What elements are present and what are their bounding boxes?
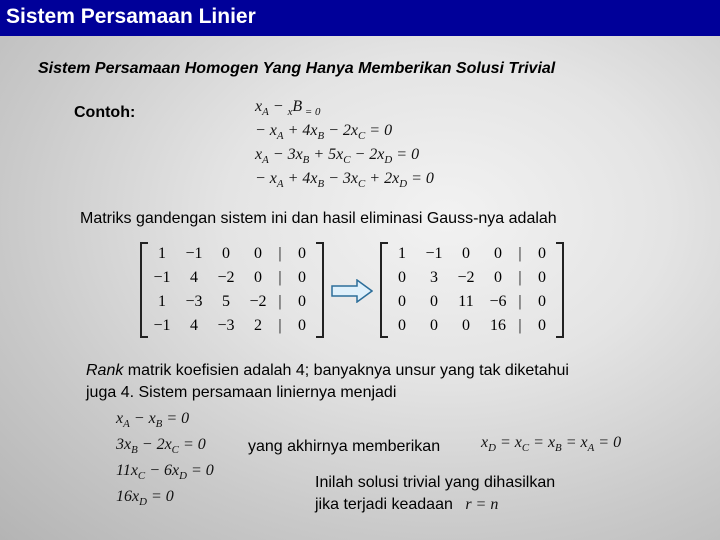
- matrix-cell: 0: [538, 269, 546, 286]
- example-label: Contoh:: [74, 104, 136, 121]
- trivial-line2: jika terjadi keadaan: [315, 496, 453, 513]
- slide-subtitle: Sistem Persamaan Homogen Yang Hanya Memberikan Solusi Trivial: [38, 60, 556, 77]
- reduced-equation: $3x_B - 2x_C = 0$: [116, 436, 206, 456]
- matrix-description: Matriks gandengan sistem ini dan hasil eliminasi Gauss-nya adalah: [80, 210, 557, 227]
- matrix-cell: 0: [254, 269, 262, 286]
- matrix-cell: −3: [185, 293, 203, 310]
- matrix-cell: 0: [538, 293, 546, 310]
- matrix-row: [386, 290, 558, 314]
- matrix-row: [146, 290, 318, 314]
- matrix-cell: −2: [457, 269, 475, 286]
- arrow-icon: [331, 279, 373, 308]
- matrix-row: [386, 242, 558, 266]
- matrix-cell: 0: [398, 317, 406, 334]
- augment-separator: |: [518, 293, 522, 310]
- matrix-cell: 0: [298, 317, 306, 334]
- matrix-cell: 4: [190, 317, 198, 334]
- matrix-cell: 4: [190, 269, 198, 286]
- matrix-cell: 5: [222, 293, 230, 310]
- matrix-row: [386, 314, 558, 338]
- matrix-cell: 16: [490, 317, 506, 334]
- rank-word: Rank: [86, 362, 124, 379]
- slide-title: Sistem Persamaan Linier: [6, 5, 256, 28]
- augment-separator: |: [518, 317, 522, 334]
- matrix-cell: 0: [538, 317, 546, 334]
- augment-separator: |: [518, 269, 522, 286]
- matrix-cell: −2: [217, 269, 235, 286]
- system-equation: $x_A - 3x_B + 5x_C - 2x_D = 0$: [255, 146, 420, 166]
- rank-line2: juga 4. Sistem persamaan liniernya menjadi: [86, 384, 397, 401]
- matrix-cell: −3: [217, 317, 235, 334]
- trivial-line1: Inilah solusi trivial yang dihasilkan: [315, 474, 556, 491]
- matrix-cell: −2: [249, 293, 267, 310]
- augment-separator: |: [278, 269, 282, 286]
- system-equation: − $x_A + 4x_B - 2x_C = 0$: [255, 122, 393, 142]
- matrix-row: [146, 314, 318, 338]
- matrix-cell: 0: [430, 317, 438, 334]
- matrix-cell: 0: [398, 293, 406, 310]
- reduced-equation: $11x_C - 6x_D = 0$: [116, 462, 214, 482]
- matrix-cell: 2: [254, 317, 262, 334]
- matrix-cell: 1: [158, 245, 166, 262]
- condition-equation: r = n: [465, 496, 499, 513]
- rank-line1: matrik koefisien adalah 4; banyaknya unsur yang tak diketahui: [123, 362, 569, 379]
- matrix-cell: 3: [430, 269, 438, 286]
- rank-paragraph: [86, 360, 569, 404]
- matrix-cell: 0: [398, 269, 406, 286]
- matrix-cell: −1: [185, 245, 203, 262]
- reduced-equation: $x_A - x_B = 0$: [116, 410, 190, 430]
- augment-separator: |: [518, 245, 522, 262]
- matrix-cell: 0: [462, 317, 470, 334]
- matrix-cell: 0: [254, 245, 262, 262]
- trivial-text: [315, 472, 555, 516]
- matrix-row: [146, 242, 318, 266]
- matrix-cell: −1: [153, 317, 171, 334]
- matrix-cell: 0: [298, 245, 306, 262]
- matrix-row: [386, 266, 558, 290]
- matrix-cell: 0: [494, 245, 502, 262]
- matrix-cell: 0: [538, 245, 546, 262]
- system-equation: $x_A - _xB$ $_{= 0}$: [255, 98, 321, 118]
- reduced-equation: $16x_D = 0$: [116, 488, 174, 508]
- matrix-cell: 0: [462, 245, 470, 262]
- matrix-row: [146, 266, 318, 290]
- augment-separator: |: [278, 245, 282, 262]
- title-bar: [0, 0, 720, 36]
- augmented-matrix: [146, 242, 318, 338]
- matrix-cell: 0: [298, 269, 306, 286]
- system-equation: − $x_A + 4x_B - 3x_C + 2x_D = 0$: [255, 170, 434, 190]
- matrix-cell: 11: [458, 293, 474, 310]
- matrix-cell: −1: [425, 245, 443, 262]
- matrix-cell: 1: [158, 293, 166, 310]
- eliminated-matrix: [386, 242, 558, 338]
- result-label: yang akhirnya memberikan: [248, 438, 441, 455]
- matrix-cell: 1: [398, 245, 406, 262]
- matrix-cell: 0: [430, 293, 438, 310]
- matrix-cell: 0: [298, 293, 306, 310]
- augment-separator: |: [278, 317, 282, 334]
- augment-separator: |: [278, 293, 282, 310]
- matrix-cell: 0: [222, 245, 230, 262]
- result-equation: $x_D = x_C = x_B = x_A = 0$: [481, 434, 622, 454]
- matrix-cell: −6: [489, 293, 507, 310]
- matrix-cell: −1: [153, 269, 171, 286]
- matrix-cell: 0: [494, 269, 502, 286]
